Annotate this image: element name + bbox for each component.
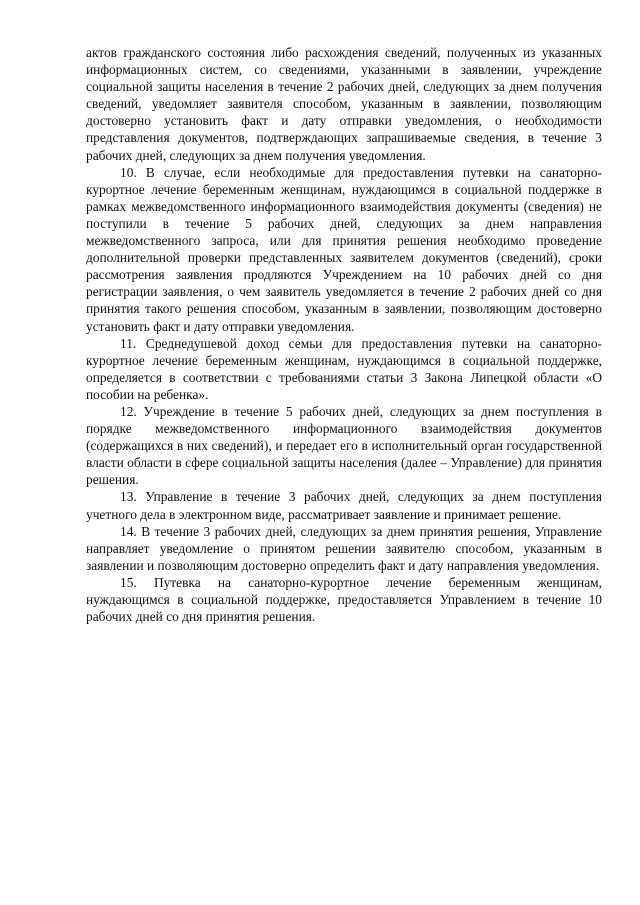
paragraph-14: 14. В течение 3 рабочих дней, следующих за днем принятия решения, Управление направляет уведомление о принятом решении заявителю способом, указанным в заявлении и позволяющим достоверно определить факт и дату направления уведомления.	[86, 523, 602, 573]
paragraph-15: 15. Путевка на санаторно-курортное лечение беременным женщинам, нуждающимся в социальной поддержке, предоставляется Управлением в течение 10 рабочих дней со дня принятия решения.	[86, 574, 602, 625]
document-page	[86, 44, 602, 625]
paragraph-continuation: актов гражданского состояния либо расхождения сведений, полученных из указанных информационных систем, со сведениями, указанными в заявлении, учреждение социальной защиты населения в течение 2 рабочих дней, следующих за днем получения сведений, уведомляет заявителя способом, указанным в заявлении, позволяющим достоверно установить факт и дату отправки уведомления, о необходимости представления документов, подтверждающих запрашиваемые сведения, в течение 3 рабочих дней, следующих за днем получения уведомления.	[86, 45, 602, 163]
paragraph-12: 12. Учреждение в течение 5 рабочих дней, следующих за днем поступления в порядке межведомственного информационного взаимодействия документов (содержащихся в них сведений), и передает его в исполнительный орган государственной власти области в сфере социальной защиты населения (далее – Управление) для принятия решения.	[86, 403, 602, 488]
paragraph-10: 10. В случае, если необходимые для предоставления путевки на санаторно-курортное лечение беременным женщинам, нуждающимся в социальной поддержке в рамках межведомственного информационного взаимодействия документы (сведения) не поступили в течение 5 рабочих дней, следующих за днем направления межведомственного запроса, или для принятия решения необходимо проведение дополнительной проверки представленных заявителем документов (сведений), сроки рассмотрения заявления продляются Учреждением на 10 рабочих дней со дня регистрации заявления, о чем заявитель уведомляется в течение 2 рабочих дней со дня принятия такого решения способом, указанным в заявлении, позволяющим достоверно установить факт и дату отправки уведомления.	[86, 164, 602, 334]
paragraph-13: 13. Управление в течение 3 рабочих дней, следующих за днем поступления учетного дела в электронном виде, рассматривает заявление и принимает решение.	[86, 489, 602, 522]
paragraph-11: 11. Среднедушевой доход семьи для предоставления путевки на санаторно-курортное лечение беременным женщинам, нуждающимся в социальной поддержке, определяется в соответствии с требованиями статьи 3 Закона Липецкой области «О пособии на ребенка».	[86, 335, 602, 402]
